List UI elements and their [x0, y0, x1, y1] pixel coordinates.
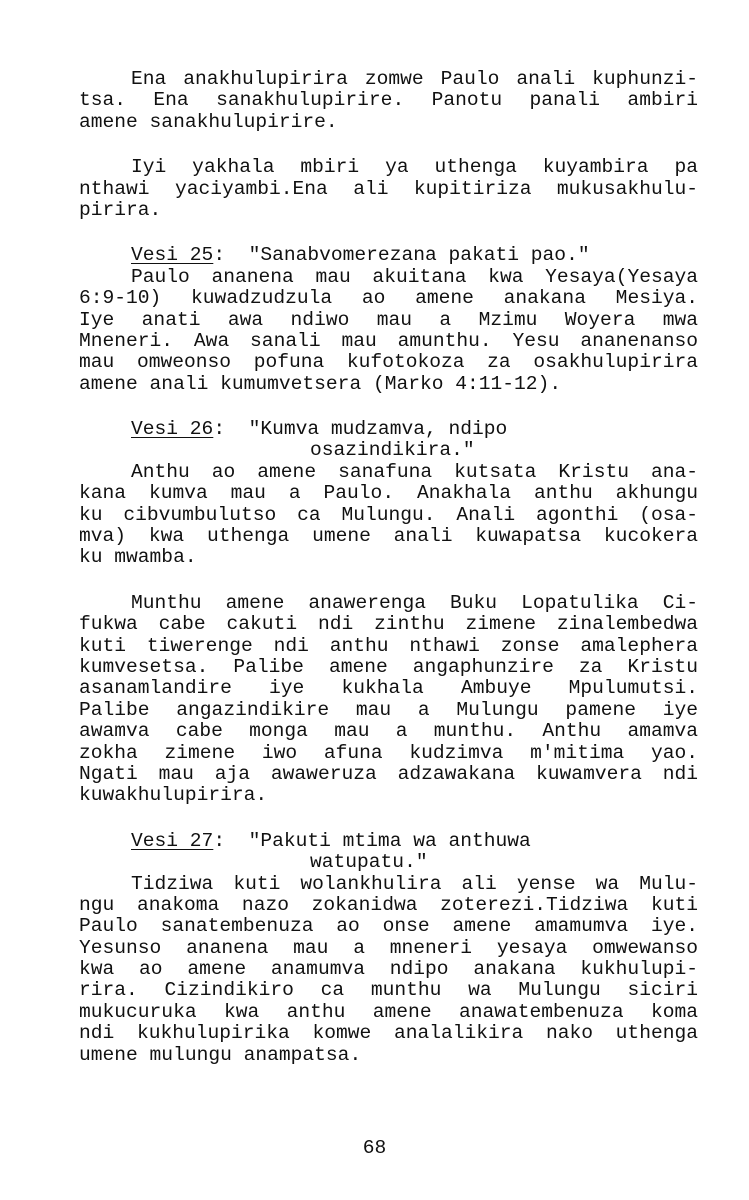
verse-heading [79, 831, 698, 852]
text-line: Mneneri. Awa sanali mau amunthu. Yesu ananenanso [79, 329, 698, 352]
verse-colon: : [213, 244, 249, 267]
text-line: Yesunso ananena mau a mneneri yesaya omwewanso [79, 936, 698, 959]
text-line: Ngati mau aja awaweruza adzawakana kuwamvera ndi [79, 762, 698, 785]
verse-section [79, 245, 698, 395]
text-line: kuwakhulupirira. [79, 784, 268, 807]
text-line: kuti tiwerenge ndi anthu nthawi zonse amalephera [79, 634, 698, 657]
text-line: ngu anakoma nazo zokanidwa zoterezi.Tidziwa kuti [79, 893, 698, 916]
paragraph [79, 157, 698, 221]
text-line: ku mwamba. [79, 546, 197, 569]
text-line: Paulo sanatembenuza ao onse amene amamumva iye. [79, 915, 698, 938]
verse-label: Vesi 25 [131, 244, 214, 267]
text-line: Iyi yakhala mbiri ya uthenga kuyambira pa [131, 156, 698, 179]
verse-label: Vesi 27 [131, 829, 214, 852]
text-line: amene sanakhulupirire. [79, 110, 338, 133]
text-line: Iye anati awa ndiwo mau a Mzimu Woyera mwa [79, 308, 698, 331]
text-line: tsa. Ena sanakhulupirire. Panotu panali ambiri [79, 89, 698, 112]
paragraph [79, 593, 698, 807]
verse-heading [79, 419, 698, 440]
page-body [79, 69, 698, 1090]
text-line: Munthu amene anawerenga Buku Lopatulika Ci- [131, 591, 698, 614]
text-line: pirira. [79, 198, 162, 221]
text-line: Anthu ao amene sanafuna kutsata Kristu ana- [131, 460, 698, 483]
verse-quote-continuation: watupatu." [310, 851, 428, 874]
page-number: 68 [362, 1137, 387, 1159]
text-line: mau omweonso pofuna kufotokoza za osakhulupirira [79, 351, 698, 374]
text-line: amene anali kumumvetsera (Marko 4:11-12). [79, 372, 562, 395]
text-line: Tidziwa kuti wolankhulira ali yense wa Mulu- [131, 872, 698, 895]
text-line: mukucuruka kwa anthu amene anawatembenuza koma [79, 1000, 698, 1023]
paragraph [79, 69, 698, 133]
verse-quote: "Sanabvomerezana pakati pao." [248, 244, 590, 267]
verse-colon: : [213, 418, 249, 441]
text-line: kumvesetsa. Palibe amene angaphunzire za Kristu [79, 655, 698, 678]
text-line: Paulo ananena mau akuitana kwa Yesaya(Yesaya [131, 265, 698, 288]
text-line: asanamlandire iye kukhala Ambuye Mpulumutsi. [79, 677, 698, 700]
text-line: 6:9-10) kuwadzudzula ao amene anakana Mesiya. [79, 287, 698, 310]
text-line: Ena anakhulupirira zomwe Paulo anali kuphunzi- [131, 68, 698, 90]
verse-section [79, 831, 698, 1066]
verse-colon: : [213, 829, 249, 852]
verse-quote-continuation: osazindikira." [310, 439, 475, 462]
verse-section [79, 419, 698, 569]
text-line: ku cibvumbulutso ca Mulungu. Anali agonthi (osa- [79, 503, 698, 526]
verse-quote: "Pakuti mtima wa anthuwa [248, 829, 531, 852]
text-line: Palibe angazindikire mau a Mulungu pamene iye [79, 698, 698, 721]
text-line: awamva cabe monga mau a munthu. Anthu amamva [79, 720, 698, 743]
text-line: nthawi yaciyambi.Ena ali kupitiriza mukusakhulu- [79, 177, 698, 200]
verse-label: Vesi 26 [131, 418, 214, 441]
text-line: ndi kukhulupirika komwe analalikira nako uthenga [79, 1022, 698, 1045]
text-line: kwa ao amene anamumva ndipo anakana kukhulupi- [79, 958, 698, 981]
text-line: rira. Cizindikiro ca munthu wa Mulungu siciri [79, 979, 698, 1002]
verse-heading [79, 245, 698, 266]
verse-quote: "Kumva mudzamva, ndipo [248, 418, 508, 441]
text-line: zokha zimene iwo afuna kudzimva m'mitima yao. [79, 741, 698, 764]
text-line: fukwa cabe cakuti ndi zinthu zimene zinalembedwa [79, 613, 698, 636]
text-line: umene mulungu anampatsa. [79, 1043, 362, 1066]
text-line: kana kumva mau a Paulo. Anakhala anthu akhungu [79, 482, 698, 505]
text-line: mva) kwa uthenga umene anali kuwapatsa kucokera [79, 525, 698, 548]
